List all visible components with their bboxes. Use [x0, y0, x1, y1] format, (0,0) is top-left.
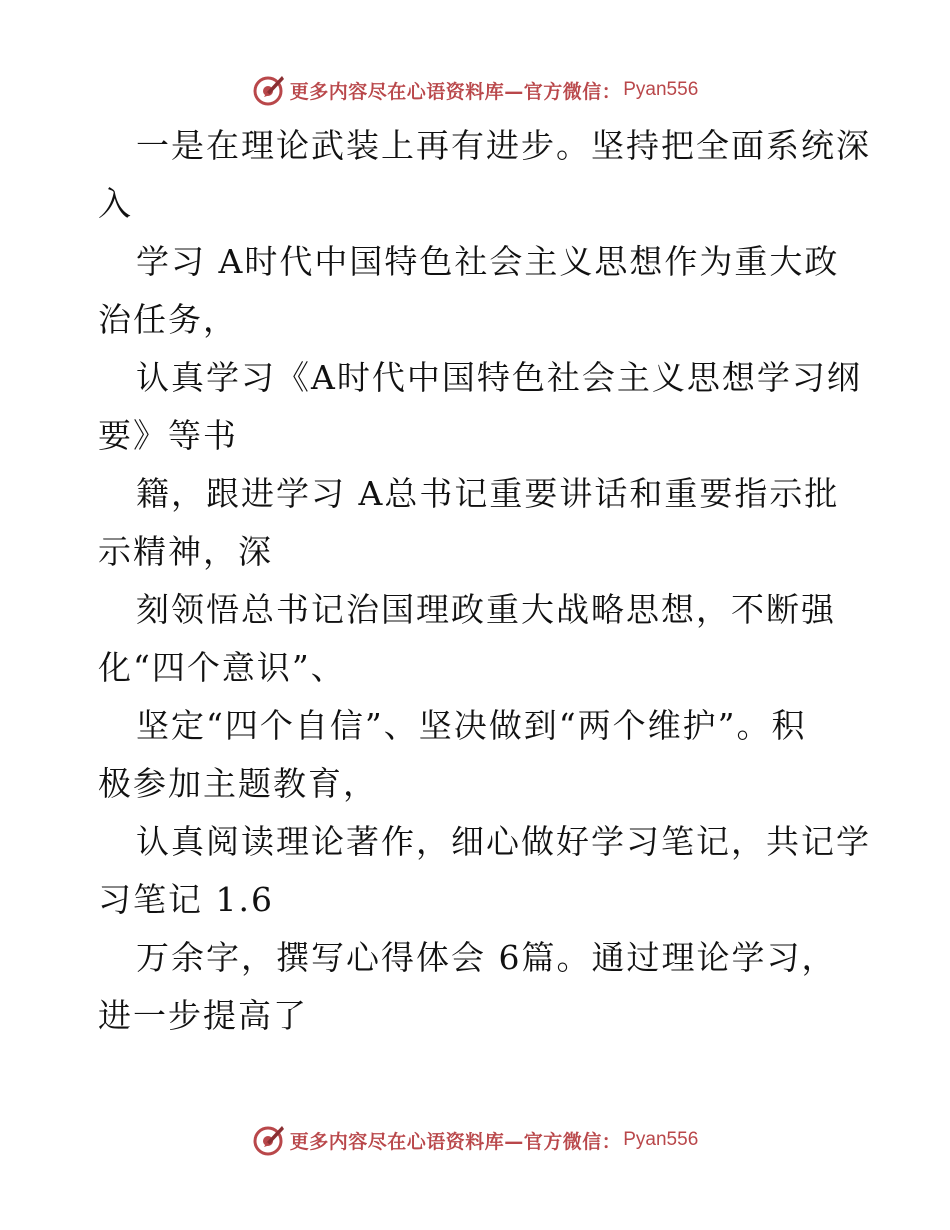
document-body — [98, 117, 878, 1045]
text-line: 示精神，深 — [98, 532, 273, 571]
text-line: 认真阅读理论著作，细心做好学习笔记，共记学 — [136, 822, 871, 861]
watermark-text: 更多内容尽在心语资料库—官方微信： — [289, 80, 622, 103]
watermark-wechat-id: Pyan556 — [623, 1129, 699, 1150]
text-line: 学习 A时代中国特色社会主义思想作为重大政 — [136, 242, 840, 281]
text-line: 极参加主题教育， — [98, 764, 378, 803]
quill-logo-icon — [252, 1123, 286, 1157]
text-line: 化“四个意识”、 — [98, 648, 346, 687]
footer-watermark — [0, 1120, 950, 1160]
text-line: 籍，跟进学习 A总书记重要讲话和重要指示批 — [136, 474, 840, 513]
text-line: 认真学习《A时代中国特色社会主义思想学习纲 — [136, 358, 862, 397]
text-line: 刻领悟总书记治国理政重大战略思想，不断强 — [136, 590, 836, 629]
text-line: 进一步提高了 — [98, 996, 308, 1035]
header-watermark — [0, 70, 950, 110]
watermark-text: 更多内容尽在心语资料库—官方微信： — [289, 1130, 622, 1153]
watermark-wechat-id: Pyan556 — [623, 79, 699, 100]
text-line: 治任务， — [98, 300, 238, 339]
text-line: 万余字，撰写心得体会 6篇。通过理论学习， — [136, 938, 837, 977]
text-line: 入 — [98, 184, 133, 223]
quill-logo-icon — [252, 73, 286, 107]
text-line: 习笔记 1.6 — [98, 880, 274, 919]
text-line: 一是在理论武装上再有进步。坚持把全面系统深 — [136, 126, 871, 165]
text-line: 坚定“四个自信”、坚决做到“两个维护”。积 — [136, 706, 807, 745]
text-line: 要》等书 — [98, 416, 238, 455]
